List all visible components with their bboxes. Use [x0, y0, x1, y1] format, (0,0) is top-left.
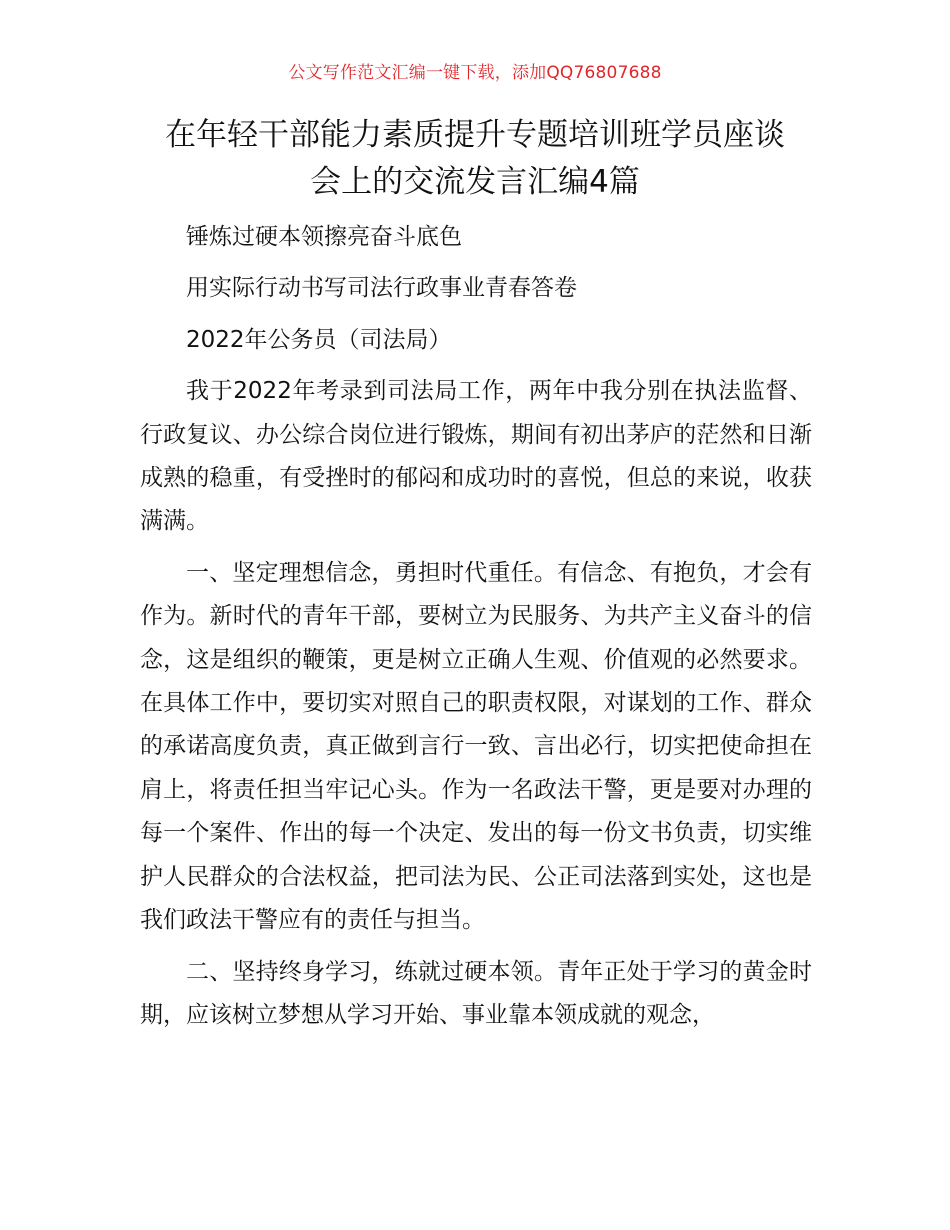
document-title — [130, 112, 820, 206]
watermark-text: 公文写作范文汇编一键下载，添加QQ76807688 — [288, 63, 662, 83]
paragraph-section-2: 二、坚持终身学习，练就过硬本领。青年正处于学习的黄金时期，应该树立梦想从学习开始、事业靠本领成就的观念， — [140, 958, 812, 1028]
paragraph-section-1: 一、坚定理想信念，勇担时代重任。有信念、有抱负，才会有作为。新时代的青年干部，要树立为民服务、为共产主义奋斗的信念，这是组织的鞭策，更是树立正确人生观、价值观的必然要求。在具体工作中，要切实对照自己的职责权限，对谋划的工作、群众的承诺高度负责，真正做到言行一致、言出必行，切实把使命担在肩上，将责任担当牢记心头。作为一名政法干警，更是要对办理的每一个案件、作出的每一个决定、发出的每一份文书负责，切实维护人民群众的合法权益，把司法为民、公正司法落到实处，这也是我们政法干警应有的责任与担当。 — [140, 559, 812, 934]
paragraph-intro: 我于2022年考录到司法局工作，两年中我分别在执法监督、行政复议、办公综合岗位进行锻炼，期间有初出茅庐的茫然和日渐成熟的稳重，有受挫时的郁闷和成功时的喜悦，但总的来说，收获满满。 — [140, 378, 812, 535]
document-body — [140, 216, 812, 1045]
title-line-1: 在年轻干部能力素质提升专题培训班学员座谈 — [165, 117, 785, 153]
subtitle: 锤炼过硬本领擦亮奋斗底色 — [186, 224, 462, 250]
title-line-2: 会上的交流发言汇编4篇 — [310, 164, 640, 200]
subheading: 用实际行动书写司法行政事业青春答卷 — [186, 275, 577, 302]
author-line: 2022年公务员（司法局） — [186, 326, 452, 353]
